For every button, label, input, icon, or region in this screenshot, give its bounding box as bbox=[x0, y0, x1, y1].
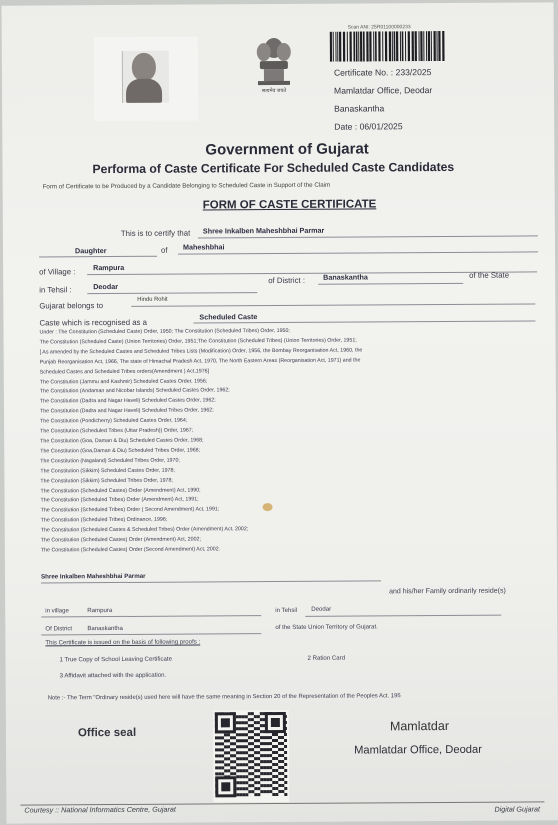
order-line: Punjab Reorganisation Act, 1966, The state of Himachal Pradesh Act, 1970, The North Eastern Areas (Reorganisation Act, 1971) and the bbox=[39, 357, 361, 366]
recognised-value: Scheduled Caste bbox=[199, 312, 258, 322]
order-line: The Constitution (Jammu and Kashmir) Scheduled Castes Order, 1956; bbox=[39, 377, 208, 385]
footer-courtesy: Courtesy :: National Informatics Centre, Gujarat bbox=[24, 804, 176, 815]
proofs-heading: This Certificate is issued on the basis of following proofs : bbox=[45, 638, 201, 647]
order-line: The Constitution (Goa,Daman & Diu) Scheduled Tribes Order, 1968; bbox=[40, 447, 201, 455]
form-subtitle: Form of Certificate to be Produced by a Candidate Belonging to Scheduled Caste in Support of the Claim bbox=[42, 181, 331, 191]
order-line: The Constitution (Scheduled Castes) Order (Amendment) Act, 1990; bbox=[40, 486, 201, 494]
recognised-label: Caste which is recognised as a bbox=[39, 317, 147, 328]
district-label: of District : bbox=[268, 275, 306, 286]
of-label: of bbox=[160, 245, 168, 255]
order-line: The Constitution (Andaman and Nicobar Islands) Scheduled Castes Order, 1962; bbox=[39, 387, 230, 395]
order-line: The Constitution (Scheduled Tribes) Order (Amendment) Act, 1991; bbox=[40, 496, 199, 504]
certificate-no-label: Certificate No. : bbox=[333, 67, 394, 78]
office-seal: Office seal bbox=[77, 726, 137, 740]
residence-name: Shree Inkalben Maheshbhai Parmar bbox=[40, 572, 146, 581]
order-line: [ As amended by the Scheduled Castes and Scheduled Tribes Lists (Modification) Order, 1956, the Bombay Reorganisation Act, 1960, the bbox=[39, 347, 363, 356]
note-text: Note :- The Term "Ordinary reside(s) used here will have the same meaning in Section 20 of the Representation of the Peoples Act. 195 bbox=[47, 693, 401, 702]
state-emblem-icon bbox=[252, 34, 296, 94]
certificate-date bbox=[334, 121, 402, 131]
order-line: The Constitution (Goa, Daman & Diu) Scheduled Castes Order, 1968; bbox=[40, 437, 204, 445]
proof-1: 1 True Copy of School Leaving Certificate bbox=[59, 655, 172, 664]
header-office: Mamlatdar Office, Deodar bbox=[334, 85, 433, 96]
qr-code-icon bbox=[213, 710, 290, 802]
signatory-office: Mamlatdar Office, Deodar bbox=[354, 743, 482, 757]
photo-body bbox=[126, 79, 162, 103]
date-value: 06/01/2025 bbox=[359, 121, 403, 132]
applicant-photo bbox=[94, 36, 199, 121]
caste-certificate-document bbox=[2, 2, 558, 823]
res-tehsil-value: Deodar bbox=[311, 605, 332, 613]
relation-value: Daughter bbox=[74, 246, 107, 256]
tehsil-label: in Tehsil : bbox=[39, 285, 72, 295]
res-village-label: in village bbox=[45, 607, 69, 615]
order-line: The Constitution (Scheduled Castes) Order (Amendment) Act, 2002; bbox=[40, 536, 201, 544]
footer-digital: Digital Gujarat bbox=[494, 804, 540, 814]
order-line: The Constitution (Dadra and Nagar Haveli) Scheduled Castes Order, 1962; bbox=[39, 397, 216, 405]
photo-head bbox=[132, 53, 156, 81]
order-line: Under : The Constitution (Scheduled Caste) Order, 1950; The Constitution (Scheduled Tribes) Order, 1950; bbox=[39, 327, 290, 336]
res-tehsil-label: in Tehsil bbox=[275, 606, 298, 615]
constitution-orders-list bbox=[39, 326, 363, 556]
certificate-no-value: 233/2025 bbox=[395, 67, 432, 78]
applicant-name: Shree Inkalben Maheshbhai Parmar bbox=[202, 225, 325, 236]
res-district-label: Of District bbox=[45, 625, 73, 633]
performa-title: Performa of Caste Certificate For Scheduled Caste Candidates bbox=[92, 159, 455, 177]
order-line: The Constitution (Scheduled Castes & Scheduled Tribes) Order (Amendment) Act, 2002; bbox=[40, 526, 249, 534]
order-line: The Constitution (Scheduled Castes) Order (Second Amendment) Act, 2002. bbox=[40, 546, 221, 554]
order-line: The Constitution (Scheduled Tribes) Order ( Second Amendment) Act, 1991; bbox=[40, 506, 220, 514]
state-label: of the State bbox=[469, 270, 510, 280]
tehsil-value: Deodar bbox=[93, 281, 119, 292]
stain-mark bbox=[263, 503, 273, 511]
form-title: FORM OF CASTE CERTIFICATE bbox=[202, 198, 377, 212]
order-line: The Constitution (Pondicherry) Scheduled Castes Order, 1964; bbox=[40, 417, 188, 425]
barcode-number: Scan ANI: 25R01100000233 bbox=[347, 24, 411, 31]
header-district: Banaskantha bbox=[334, 103, 385, 114]
emblem-caption: सत्यमेव जयते bbox=[261, 87, 287, 95]
belongs-value: Hindu Rohit bbox=[137, 296, 168, 303]
government-title: Government of Gujarat bbox=[205, 140, 369, 159]
order-line: The Constitution (Nagaland) Scheduled Tribes Order, 1970; bbox=[40, 457, 180, 465]
res-village-value: Rampura bbox=[87, 607, 113, 615]
order-line: The Constitution (Scheduled Tribes (Uttar Pradesh)) Order, 1967; bbox=[40, 427, 194, 435]
reside-text: and his/her Family ordinarily reside(s) bbox=[389, 587, 506, 596]
order-line: The Constitution (Scheduled Caste) (Union Territories) Order, 1951;The Constitution (Scheduled Tribes) (Union Territories) Order, 1951; bbox=[39, 337, 357, 346]
belongs-label: Gujarat belongs to bbox=[39, 301, 104, 311]
proof-3: 3 Affidavit attached with the application. bbox=[59, 671, 167, 680]
certificate-no bbox=[334, 67, 432, 78]
date-label: Date : bbox=[334, 121, 358, 132]
father-name: Maheshbhai bbox=[182, 242, 225, 252]
village-label: of Village : bbox=[39, 267, 76, 277]
certify-label: This is to certify that bbox=[120, 228, 191, 238]
order-line: Scheduled Castes and Scheduled Tribes orders(Amendment ) Act,1976] bbox=[39, 368, 210, 376]
order-line: The Constitution (Sikkim) Scheduled Castes Order, 1978; bbox=[40, 467, 175, 475]
res-state-text: of the State Union Territory of Gujarat. bbox=[275, 623, 378, 632]
district-value: Banaskantha bbox=[323, 272, 368, 282]
signatory-title: Mamlatdar bbox=[389, 718, 450, 734]
order-line: The Constitution (Dadra and Nagar Haveli) Scheduled Tribes Order, 1962; bbox=[39, 407, 214, 415]
barcode-icon bbox=[330, 31, 446, 62]
order-line: The Constitution (Sikkim) Scheduled Tribes Order, 1978; bbox=[40, 477, 173, 485]
res-district-value: Banaskantha bbox=[87, 624, 123, 633]
order-line: The Constitution (Scheduled Tribes) Ordinance, 1996; bbox=[40, 516, 168, 524]
proof-2: 2 Ration Card bbox=[307, 654, 346, 662]
village-value: Rampura bbox=[93, 262, 125, 273]
